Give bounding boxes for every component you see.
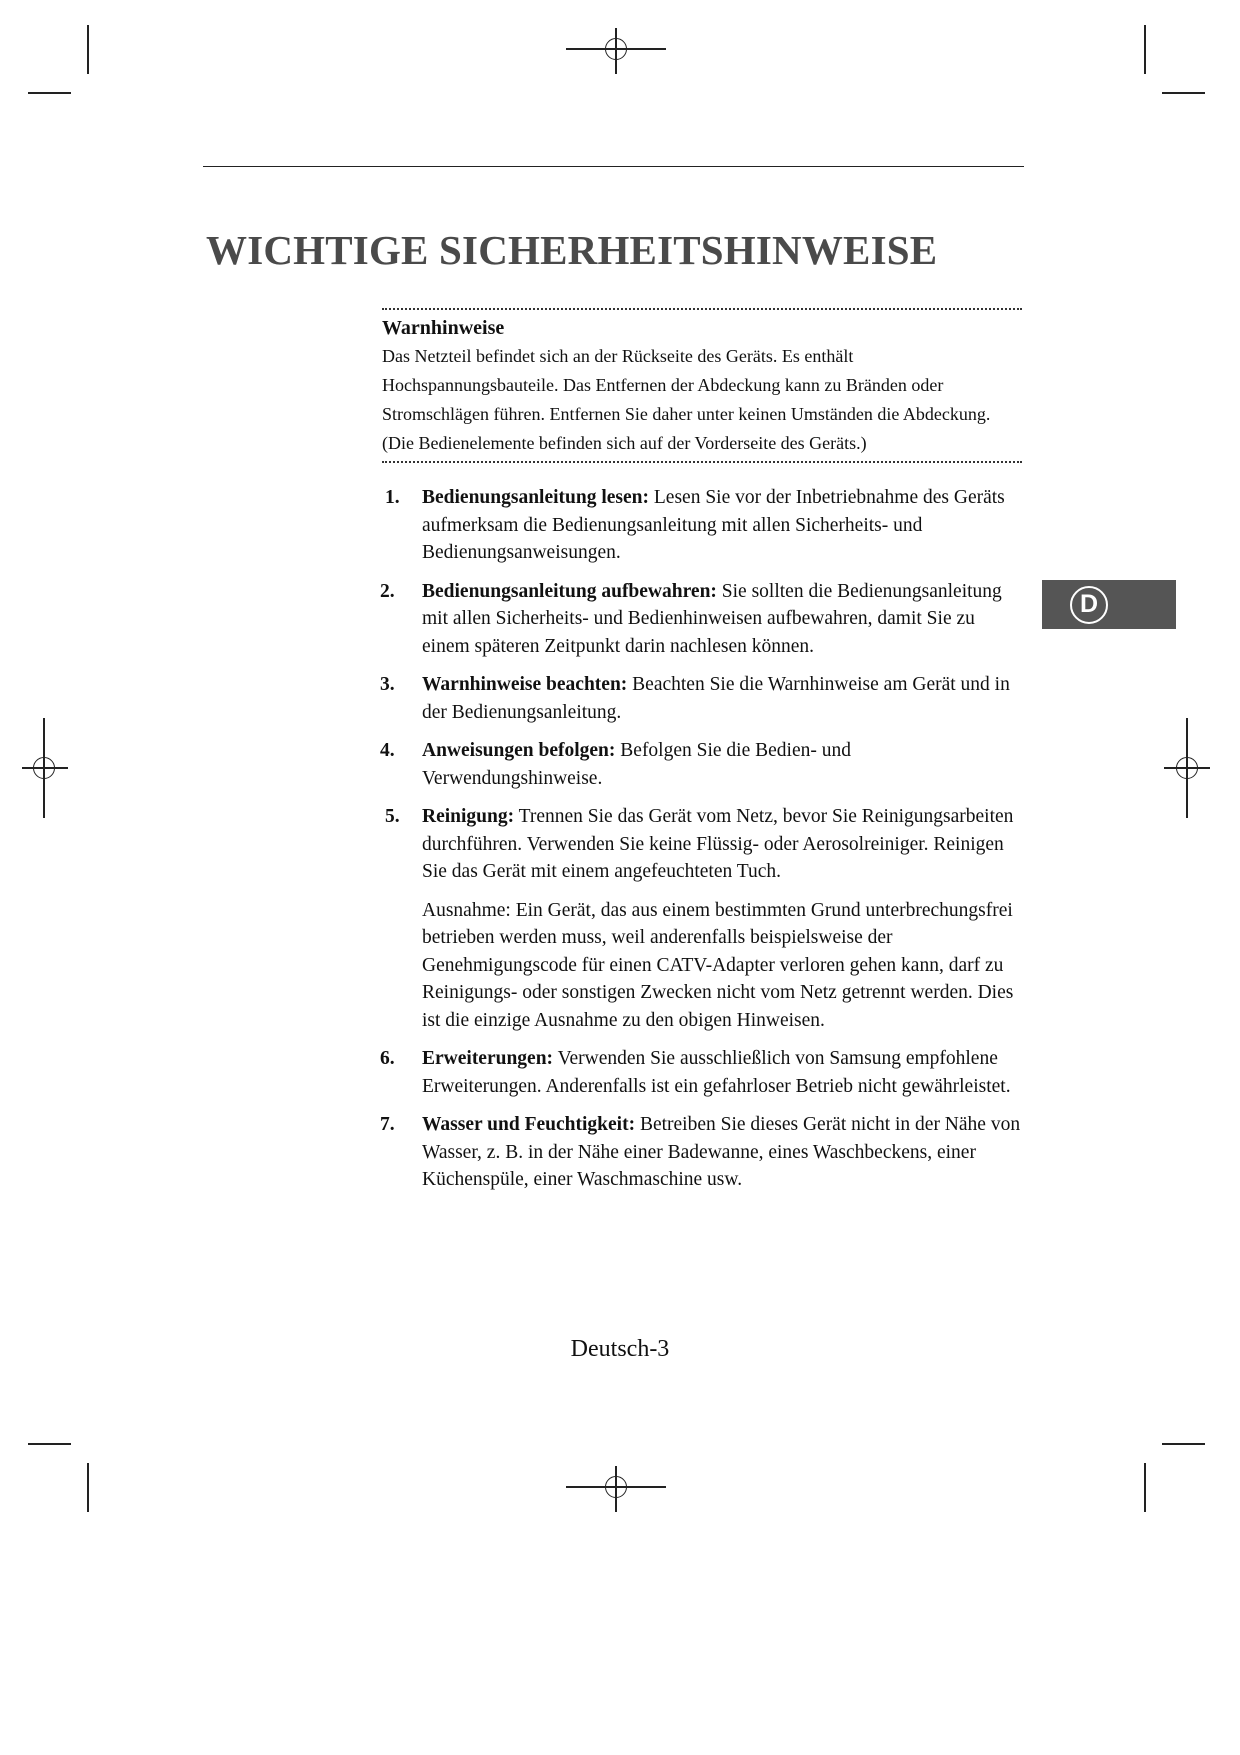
- language-letter-badge: D: [1070, 586, 1108, 624]
- item-title: Warnhinweise beachten:: [422, 674, 628, 695]
- item-title: Wasser und Feuchtigkeit:: [422, 1114, 636, 1135]
- item-number: 3.: [380, 674, 395, 695]
- page-title: WICHTIGE SICHERHEITSHINWEISE: [206, 227, 938, 273]
- list-item: [380, 1045, 1026, 1100]
- crop-mark: [1162, 1443, 1205, 1445]
- warning-box: [382, 308, 1022, 463]
- item-exception-note: Ausnahme: Ein Gerät, das aus einem bestimmten Grund unterbrechungsfrei betrieben werden muss, weil anderenfalls beispielsweise der Genehmigungscode für einen CATV-Adapter verloren gehen kann, darf zu Reinigungs- oder sonstigen Zwecken nicht vom Netz getrennt werden. Dies ist die einzige Ausnahme zu den obigen Hinweisen.: [422, 899, 1014, 1031]
- item-text: Beachten Sie die Warnhinweise am Gerät und in der Bedienungsanleitung.: [422, 674, 1010, 723]
- item-title: Erweiterungen:: [422, 1048, 554, 1069]
- item-text: Befolgen Sie die Bedien- und Verwendungshinweise.: [422, 740, 851, 789]
- item-title: Reinigung:: [422, 806, 515, 827]
- crop-mark: [28, 1443, 71, 1445]
- item-number: 6.: [380, 1048, 395, 1069]
- item-title: Bedienungsanleitung aufbewahren:: [422, 580, 717, 602]
- crop-mark: [1144, 25, 1146, 74]
- item-title: Anweisungen befolgen:: [422, 740, 616, 761]
- crop-mark: [28, 92, 71, 94]
- list-item: [380, 671, 1026, 726]
- warning-text: Das Netzteil befindet sich an der Rückseite des Geräts. Es enthält Hochspannungsbauteile. Das Entfernen der Abdeckung kann zu Bränden oder Stromschlägen führen. Entfernen Sie daher unter keinen Umständen die Abdeckung. (Die Bedienelemente befinden sich auf der Vorderseite des Geräts.): [382, 346, 991, 453]
- item-text: Sie sollten die Bedienungsanleitung mit allen Sicherheits- und Bedienhinweisen aufbewahren, damit Sie zu einem späteren Zeitpunkt darin nachlesen können.: [422, 580, 1002, 657]
- item-number: 1.: [385, 487, 400, 508]
- list-item: [380, 737, 1026, 792]
- warning-heading: Warnhinweise: [382, 317, 505, 339]
- item-number: 5.: [385, 806, 400, 827]
- item-text: Verwenden Sie ausschließlich von Samsung empfohlene Erweiterungen. Anderenfalls ist ein gefahrloser Betrieb nicht gewährleistet.: [422, 1048, 1011, 1097]
- item-number: 4.: [380, 740, 395, 761]
- page-number: Deutsch-3: [570, 1336, 670, 1362]
- language-tab: [1042, 580, 1176, 629]
- item-text: Trennen Sie das Gerät vom Netz, bevor Sie Reinigungsarbeiten durchführen. Verwenden Sie keine Flüssig- oder Aerosolreiniger. Reinigen Sie das Gerät mit einem angefeuchteten Tuch.: [422, 806, 1014, 882]
- item-text: Lesen Sie vor der Inbetriebnahme des Geräts aufmerksam die Bedienungsanleitung mit allen Sicherheits- und Bedienungsanweisungen.: [422, 487, 1005, 563]
- list-item: [380, 803, 1026, 1034]
- header-rule: [203, 166, 1024, 167]
- item-title: Bedienungsanleitung lesen:: [422, 487, 650, 508]
- crop-mark: [1144, 1463, 1146, 1512]
- list-item: [380, 1111, 1026, 1194]
- crop-mark: [1162, 92, 1205, 94]
- item-number: 2.: [380, 580, 395, 602]
- list-item: [380, 578, 1026, 661]
- item-number: 7.: [380, 1114, 395, 1135]
- crop-mark: [87, 1463, 89, 1512]
- item-text: Betreiben Sie dieses Gerät nicht in der Nähe von Wasser, z. B. in der Nähe einer Badewanne, eines Waschbeckens, einer Küchenspüle, einer Waschmaschine usw.: [422, 1114, 1021, 1190]
- crop-mark: [87, 25, 89, 74]
- list-item: [380, 484, 1026, 567]
- safety-instructions-list: [380, 484, 1026, 1205]
